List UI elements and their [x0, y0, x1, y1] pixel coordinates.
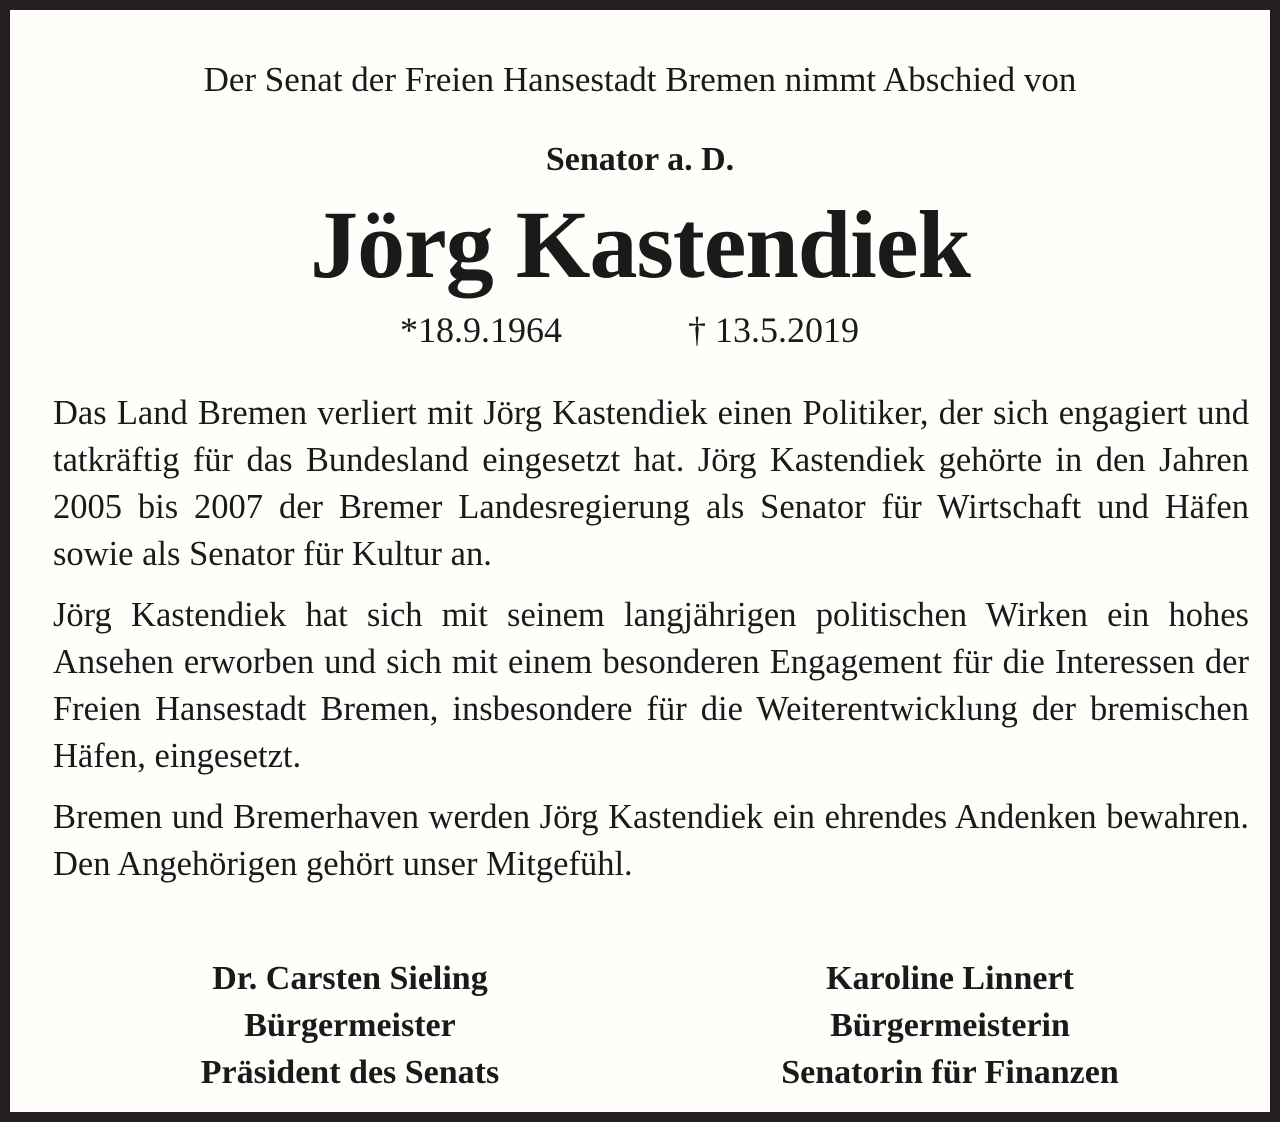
body-paragraph-1: Das Land Bremen verliert mit Jörg Kastendiek einen Politiker, der sich engagiert und tatkräftig für das Bundesland eingesetzt hat. Jörg Kastendiek gehörte in den Jahren 2005 bis 2007 der Bremer Landesregierung als Senator für Wirtschaft und Häfen sowie als Senator für Kultur an. [53, 394, 1249, 573]
deceased-name: Jörg Kastendiek [310, 191, 970, 298]
signatory-title: Bürgermeister [244, 1007, 456, 1044]
signatory-role: Präsident des Senats [200, 1054, 500, 1091]
birth-date: *18.9.1964 [400, 310, 562, 350]
body-paragraph-2: Jörg Kastendiek hat sich mit seinem langjährigen politischen Wirken ein hohes Ansehen erworben und sich mit einem besonderen Engagement für die Interessen der Freien Hansestadt Bremen, insbesondere für die Weiterentwicklung der bremischen Häfen, eingesetzt. [53, 596, 1249, 775]
honorific-title: Senator a. D. [545, 141, 735, 178]
death-date: † 13.5.2019 [688, 310, 859, 350]
signatory-title: Bürgermeisterin [830, 1007, 1070, 1044]
signatory-right [700, 955, 1200, 1096]
signatory-name: Karoline Linnert [826, 960, 1074, 997]
signatory-left [100, 955, 600, 1096]
signatory-role: Senatorin für Finanzen [781, 1054, 1119, 1091]
signatory-name: Dr. Carsten Sieling [212, 960, 488, 997]
notice-body [53, 390, 1249, 902]
body-paragraph-3: Bremen und Bremerhaven werden Jörg Kastendiek ein ehrendes Andenken bewahren. Den Angehörigen gehört unser Mitgefühl. [53, 798, 1249, 883]
intro-line: Der Senat der Freien Hansestadt Bremen nimmt Abschied von [203, 60, 1077, 99]
